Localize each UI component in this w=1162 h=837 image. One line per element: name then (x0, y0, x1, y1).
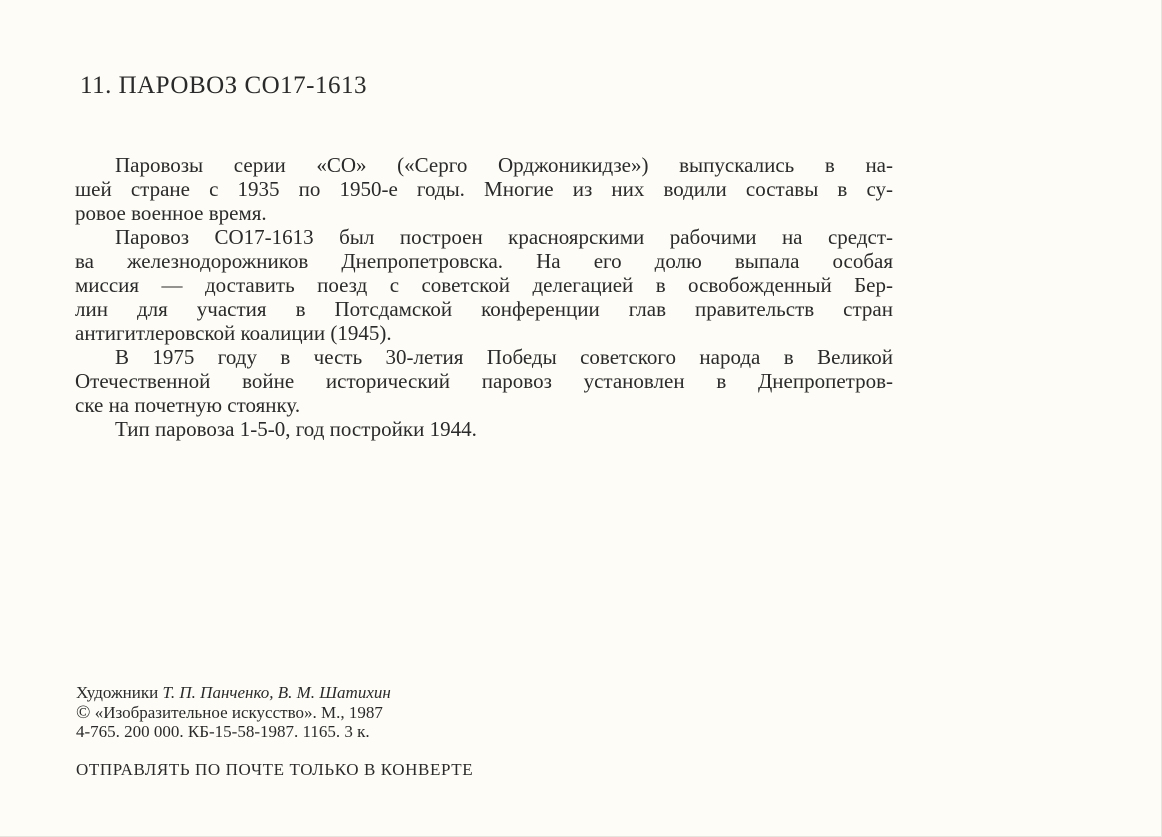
description-text (75, 153, 893, 441)
text-line: Тип паровоза 1-5-0, год постройки 1944. (115, 417, 477, 441)
text-line: антигитлеровской коалиции (1945). (75, 321, 392, 345)
artists-credit (76, 683, 391, 703)
text-line: В 1975 году в честь 30-летия Победы советского народа в Великой (115, 345, 893, 369)
paragraph-specs (75, 417, 893, 441)
publication-credits (76, 683, 391, 742)
text-line: ске на почетную стоянку. (75, 393, 301, 417)
paragraph-mission (75, 225, 893, 345)
publisher-credit (76, 703, 391, 723)
text-line: Паровоз СО17-1613 был построен красноярскими рабочими на средст- (115, 225, 893, 249)
artists-label: Художники (76, 683, 159, 702)
text-line: Отечественной войне исторический паровоз установлен в Днепропетров- (75, 369, 893, 393)
publisher-name: «Изобразительное искусство». М., 1987 (94, 702, 383, 722)
text-line: шей стране с 1935 по 1950-е годы. Многие из них водили составы в су- (75, 177, 893, 201)
print-info: 4-765. 200 000. КБ-15-58-1987. 1165. 3 к. (76, 722, 370, 741)
text-line: Паровозы серии «СО» («Серго Орджоникидзе») выпускались в на- (115, 153, 893, 177)
mail-notice: ОТПРАВЛЯТЬ ПО ПОЧТЕ ТОЛЬКО В КОНВЕРТЕ (76, 760, 474, 779)
text-line: миссия — доставить поезд с советской делегацией в освобожденный Бер- (75, 273, 893, 297)
paragraph-monument (75, 345, 893, 417)
paragraph-history (75, 153, 893, 225)
artists-names: Т. П. Панченко, В. М. Шатихин (162, 683, 391, 702)
copyright-icon: © (76, 701, 91, 723)
text-line: лин для участия в Потсдамской конференции глав правительств стран (75, 297, 893, 321)
page-title: 11. ПАРОВОЗ СО17-1613 (80, 72, 368, 99)
text-line: ва железнодорожников Днепропетровска. На его долю выпала особая (75, 249, 893, 273)
text-line: ровое военное время. (75, 201, 267, 225)
